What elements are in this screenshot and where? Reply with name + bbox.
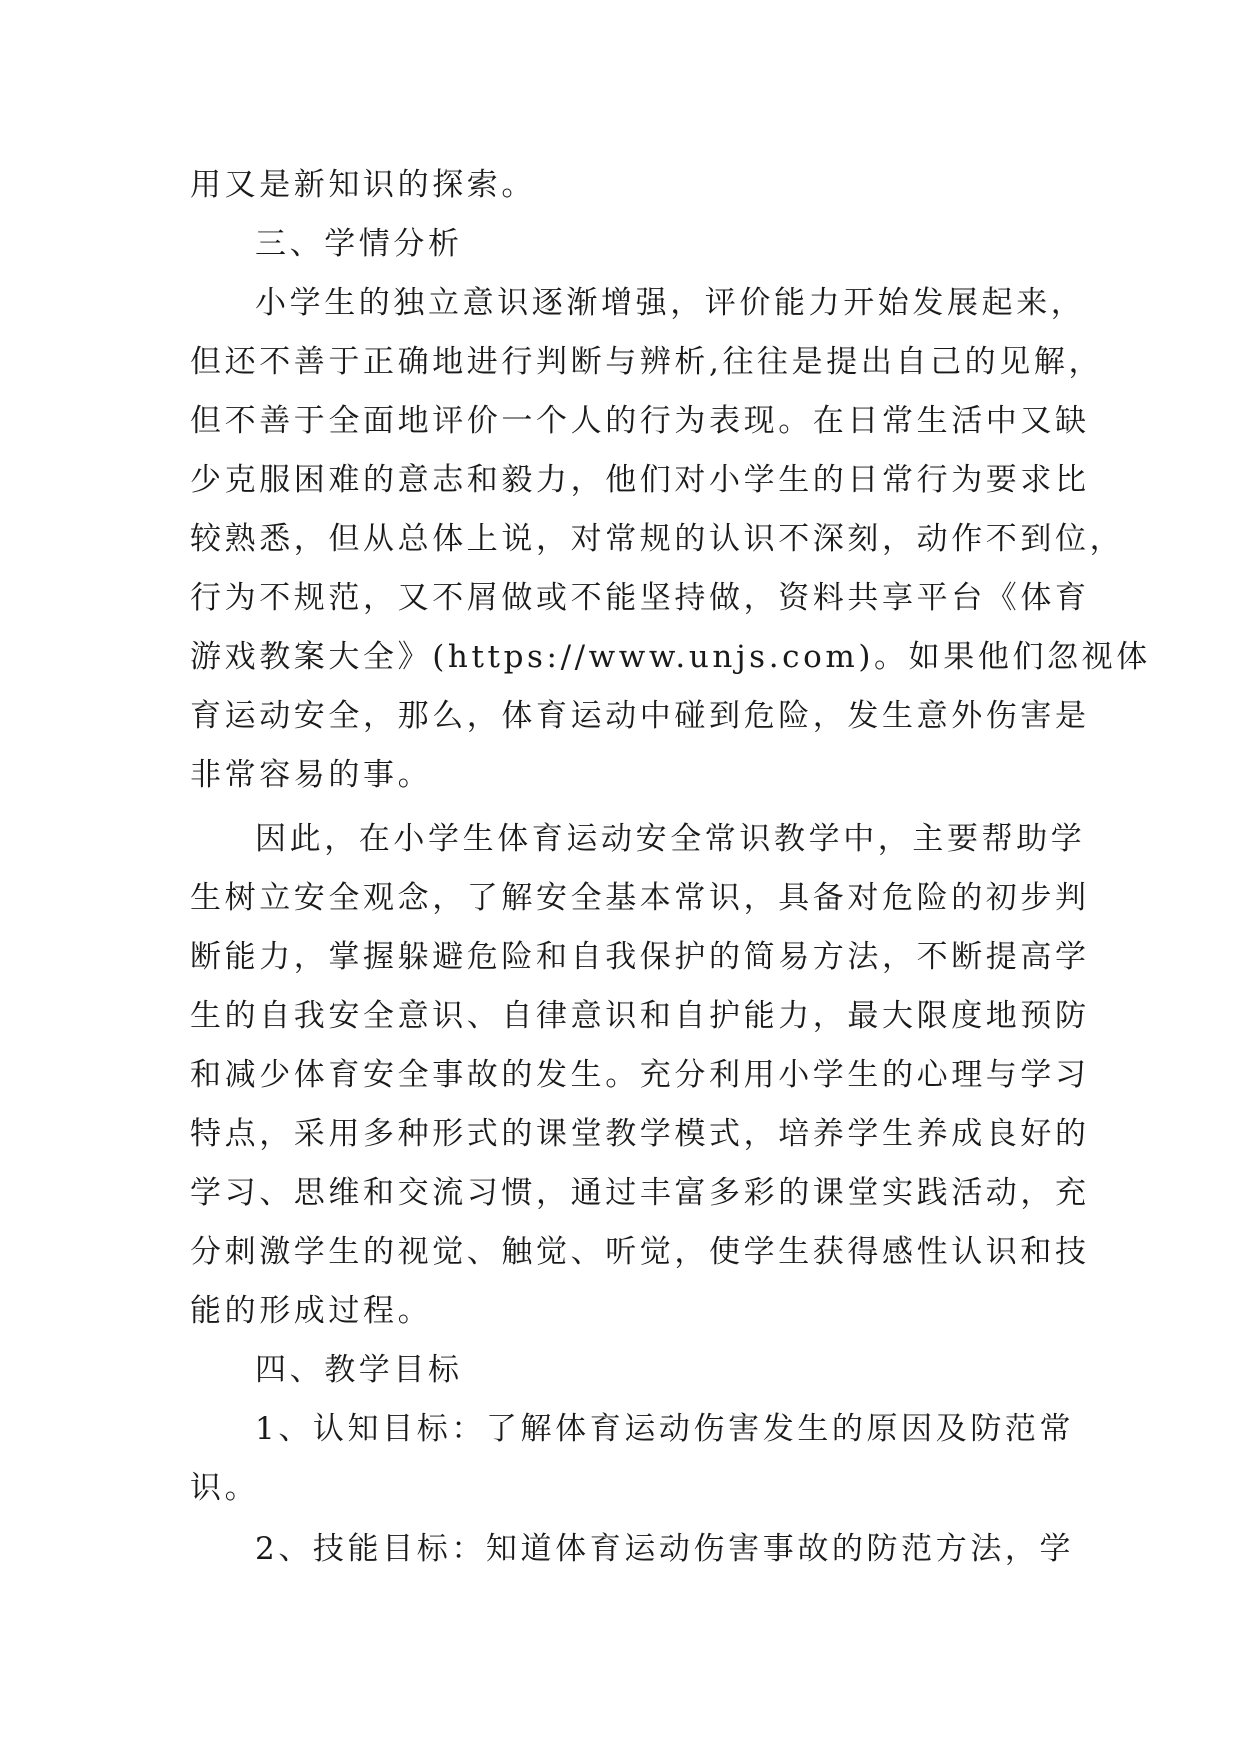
- text-line: 少克服困难的意志和毅力，他们对小学生的日常行为要求比: [190, 462, 1090, 498]
- section-heading: 三、学情分析: [255, 226, 463, 262]
- text-line: 2、技能目标：知道体育运动伤害事故的防范方法，学: [255, 1531, 1075, 1567]
- text-line: 较熟悉，但从总体上说，对常规的认识不深刻，动作不到位，: [190, 521, 1125, 557]
- text-line: 和减少体育安全事故的发生。充分利用小学生的心理与学习: [190, 1057, 1090, 1093]
- text-line: 用又是新知识的探索。: [190, 167, 536, 203]
- text-line: 但不善于全面地评价一个人的行为表现。在日常生活中又缺: [190, 403, 1090, 439]
- text-line: 游戏教案大全》(https://www.unjs.com)。如果他们忽视体: [190, 639, 1151, 675]
- text-line: 生树立安全观念，了解安全基本常识，具备对危险的初步判: [190, 880, 1090, 916]
- text-line: 育运动安全，那么，体育运动中碰到危险，发生意外伤害是: [190, 698, 1090, 734]
- text-line: 但还不善于正确地进行判断与辨析,往往是提出自己的见解，: [190, 344, 1104, 380]
- text-line: 分刺激学生的视觉、触觉、听觉，使学生获得感性认识和技: [190, 1234, 1090, 1270]
- text-line: 行为不规范，又不屑做或不能坚持做，资料共享平台《体育: [190, 580, 1090, 616]
- text-line: 非常容易的事。: [190, 757, 433, 793]
- text-line: 能的形成过程。: [190, 1293, 433, 1329]
- text-line: 特点，采用多种形式的课堂教学模式，培养学生养成良好的: [190, 1116, 1090, 1152]
- text-line: 断能力，掌握躲避危险和自我保护的简易方法，不断提高学: [190, 939, 1090, 975]
- text-line: 因此，在小学生体育运动安全常识教学中，主要帮助学: [255, 821, 1086, 857]
- text-line: 学习、思维和交流习惯，通过丰富多彩的课堂实践活动，充: [190, 1175, 1090, 1211]
- text-line: 生的自我安全意识、自律意识和自护能力，最大限度地预防: [190, 998, 1090, 1034]
- section-heading: 四、教学目标: [255, 1352, 463, 1388]
- text-line: 小学生的独立意识逐渐增强，评价能力开始发展起来，: [255, 285, 1086, 321]
- text-line: 1、认知目标：了解体育运动伤害发生的原因及防范常: [255, 1411, 1075, 1447]
- text-line: 识。: [190, 1470, 260, 1506]
